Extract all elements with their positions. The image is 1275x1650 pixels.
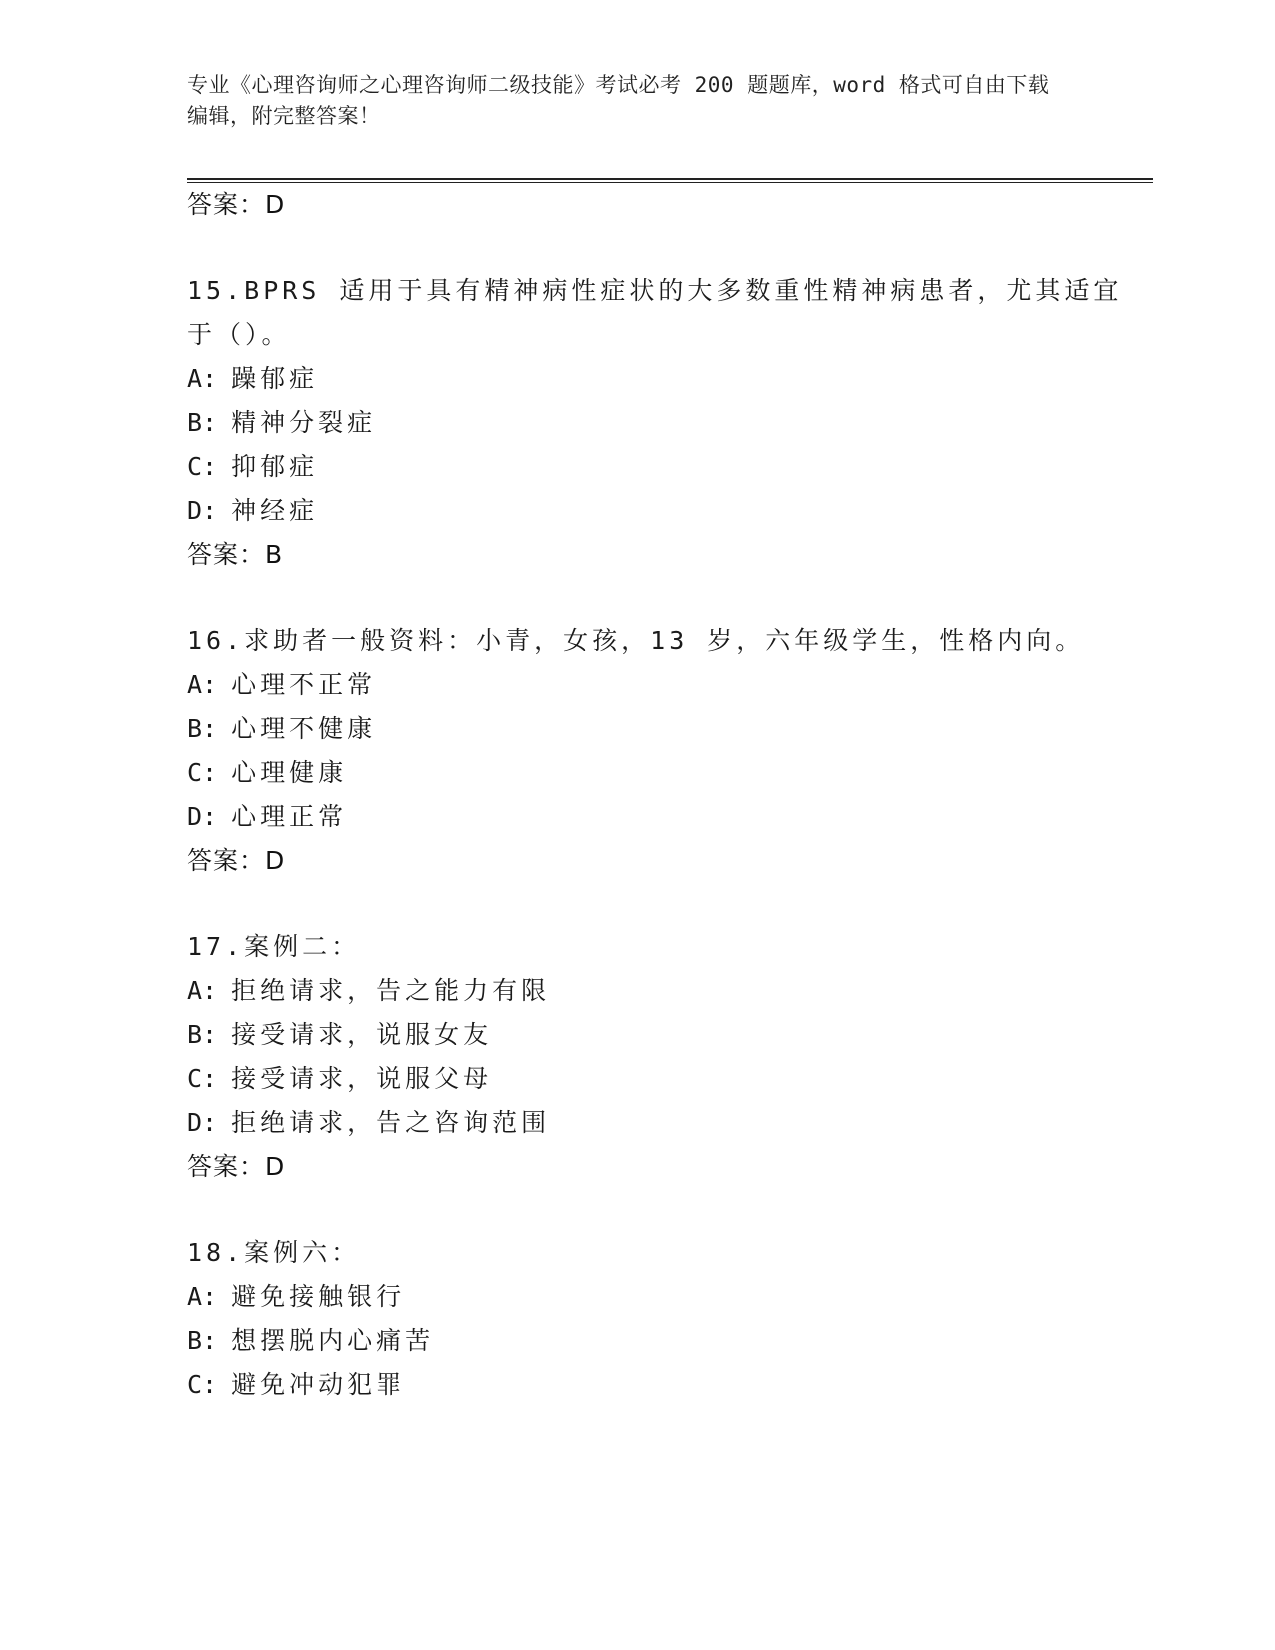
option-letter: D: bbox=[187, 802, 218, 831]
answer-label: 答案：D bbox=[187, 190, 286, 219]
option-letter: B: bbox=[187, 1326, 218, 1355]
question-15-stem: 15.BPRS 适用于具有精神病性症状的大多数重性精神病患者，尤其适宜 bbox=[187, 276, 1123, 305]
option-text: 抑郁症 bbox=[231, 452, 319, 481]
option-letter: C: bbox=[187, 1370, 218, 1399]
question-15-option-c bbox=[187, 452, 318, 482]
option-text: 心理不正常 bbox=[231, 670, 377, 699]
option-text: 精神分裂症 bbox=[231, 408, 377, 437]
option-text: 躁郁症 bbox=[231, 364, 319, 393]
option-letter: A: bbox=[187, 976, 218, 1005]
question-18-stem: 18.案例六： bbox=[187, 1238, 361, 1267]
question-18-option-b bbox=[187, 1326, 434, 1356]
option-text: 神经症 bbox=[231, 496, 319, 525]
question-16-option-d bbox=[187, 802, 347, 832]
option-letter: A: bbox=[187, 364, 218, 393]
question-16-option-c bbox=[187, 758, 347, 788]
option-letter: B: bbox=[187, 408, 218, 437]
question-17-option-b bbox=[187, 1020, 492, 1050]
question-18-option-c bbox=[187, 1370, 405, 1400]
answer-label: 答案：D bbox=[187, 1152, 286, 1181]
option-letter: A: bbox=[187, 670, 218, 699]
option-letter: D: bbox=[187, 496, 218, 525]
option-text: 避免冲动犯罪 bbox=[231, 1370, 406, 1399]
question-18-option-a bbox=[187, 1282, 405, 1312]
question-15-option-d bbox=[187, 496, 318, 526]
option-text: 心理健康 bbox=[231, 758, 348, 787]
question-17-stem: 17.案例二： bbox=[187, 932, 361, 961]
option-text: 想摆脱内心痛苦 bbox=[231, 1326, 435, 1355]
option-text: 接受请求，说服父母 bbox=[231, 1064, 493, 1093]
question-15-option-b bbox=[187, 408, 376, 438]
option-letter: C: bbox=[187, 452, 218, 481]
header-divider bbox=[187, 178, 1153, 183]
option-letter: B: bbox=[187, 1020, 218, 1049]
question-17-option-c bbox=[187, 1064, 492, 1094]
option-text: 避免接触银行 bbox=[231, 1282, 406, 1311]
question-16-option-a bbox=[187, 670, 376, 700]
option-text: 心理正常 bbox=[231, 802, 348, 831]
question-16-stem: 16.求助者一般资料：小青，女孩，13 岁，六年级学生，性格内向。 bbox=[187, 626, 1085, 655]
question-17-option-a bbox=[187, 976, 550, 1006]
question-15-option-a bbox=[187, 364, 318, 394]
option-text: 拒绝请求，告之咨询范围 bbox=[231, 1108, 551, 1137]
option-text: 拒绝请求，告之能力有限 bbox=[231, 976, 551, 1005]
option-letter: B: bbox=[187, 714, 218, 743]
option-letter: D: bbox=[187, 1108, 218, 1137]
answer-label: 答案：D bbox=[187, 846, 286, 875]
question-17-option-d bbox=[187, 1108, 550, 1138]
answer-label: 答案：B bbox=[187, 540, 284, 569]
option-letter: A: bbox=[187, 1282, 218, 1311]
option-letter: C: bbox=[187, 1064, 218, 1093]
option-text: 心理不健康 bbox=[231, 714, 377, 743]
question-16-option-b bbox=[187, 714, 376, 744]
question-15-stem-cont: 于（）。 bbox=[187, 320, 291, 349]
option-text: 接受请求，说服女友 bbox=[231, 1020, 493, 1049]
option-letter: C: bbox=[187, 758, 218, 787]
page-header-text: 专业《心理咨询师之心理咨询师二级技能》考试必考 200 题题库，word 格式可自由下载编辑，附完整答案！ bbox=[187, 73, 1050, 128]
